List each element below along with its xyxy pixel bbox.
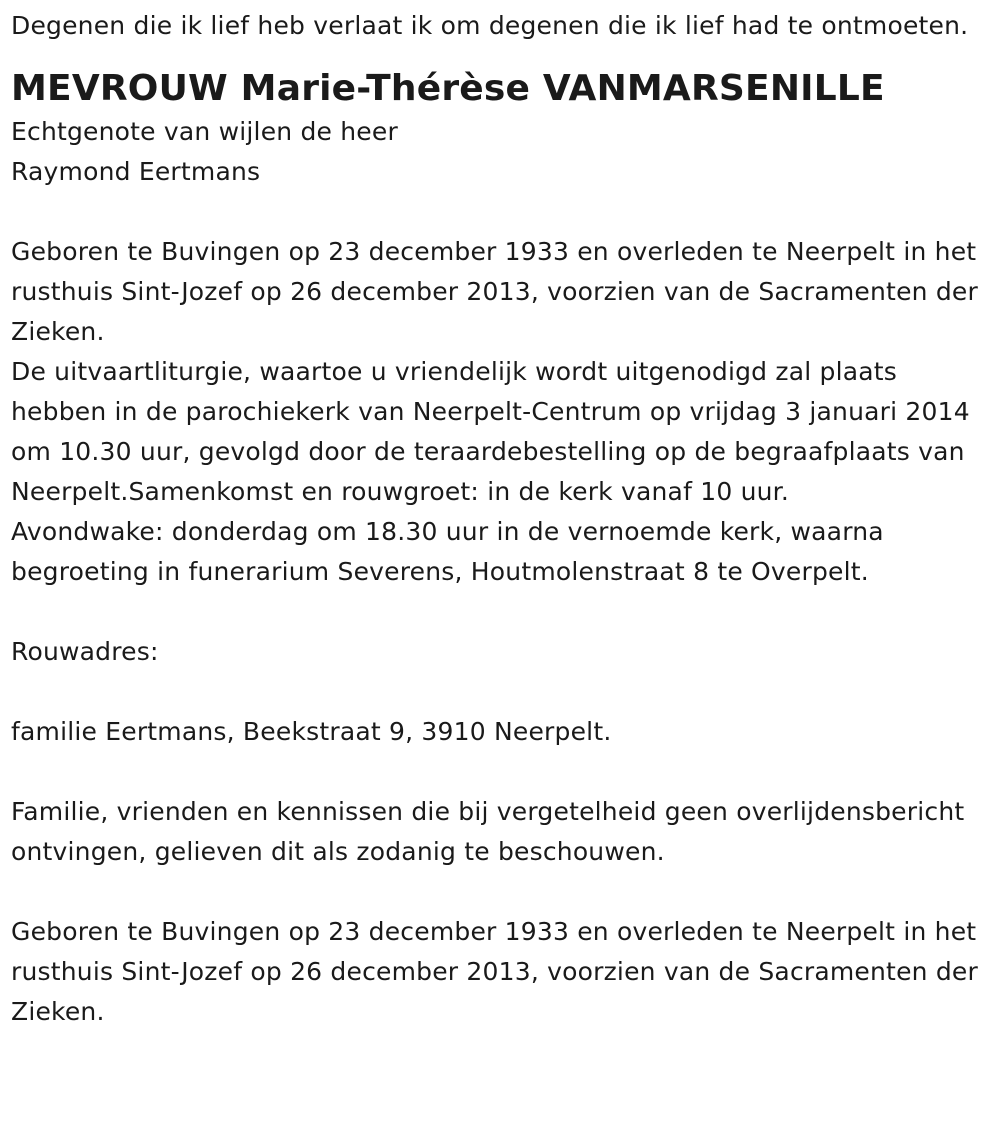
spacer	[11, 752, 986, 792]
motto-text: Degenen die ik lief heb verlaat ik om degenen die ik lief had te ontmoeten.	[11, 11, 969, 40]
funeral-paragraph: De uitvaartliturgie, waartoe u vriendelijk wordt uitgenodigd zal plaats hebben in de parochiekerk van Neerpelt-Centrum op vrijdag 3 januari 2014 om 10.30 uur, gevolgd door de teraardebestelling op de begraafplaats van Neerpelt.Samenkomst en rouwgroet: in de kerk vanaf 10 uur.	[11, 357, 970, 506]
spouse-line-1: Echtgenote van wijlen de heer	[11, 117, 398, 146]
spacer	[11, 672, 986, 712]
spacer	[11, 192, 986, 232]
spacer	[11, 872, 986, 912]
address-label: Rouwadres:	[11, 637, 159, 666]
deceased-name: MEVROUW Marie-Thérèse VANMARSENILLE	[11, 68, 885, 109]
obituary-document	[11, 6, 986, 1032]
spacer	[11, 592, 986, 632]
wake-paragraph: Avondwake: donderdag om 18.30 uur in de vernoemde kerk, waarna begroeting in funerarium Severens, Houtmolenstraat 8 te Overpelt.	[11, 517, 884, 586]
birth-death-repeat-paragraph: Geboren te Buvingen op 23 december 1933 en overleden te Neerpelt in het rusthuis Sint-Jozef op 26 december 2013, voorzien van de Sacramenten der Zieken.	[11, 917, 978, 1026]
notice-paragraph: Familie, vrienden en kennissen die bij vergetelheid geen overlijdensbericht ontvingen, gelieven dit als zodanig te beschouwen.	[11, 797, 965, 866]
birth-death-paragraph: Geboren te Buvingen op 23 december 1933 en overleden te Neerpelt in het rusthuis Sint-Jozef op 26 december 2013, voorzien van de Sacramenten der Zieken.	[11, 237, 978, 346]
spouse-line-2: Raymond Eertmans	[11, 157, 261, 186]
address-text: familie Eertmans, Beekstraat 9, 3910 Neerpelt.	[11, 717, 612, 746]
